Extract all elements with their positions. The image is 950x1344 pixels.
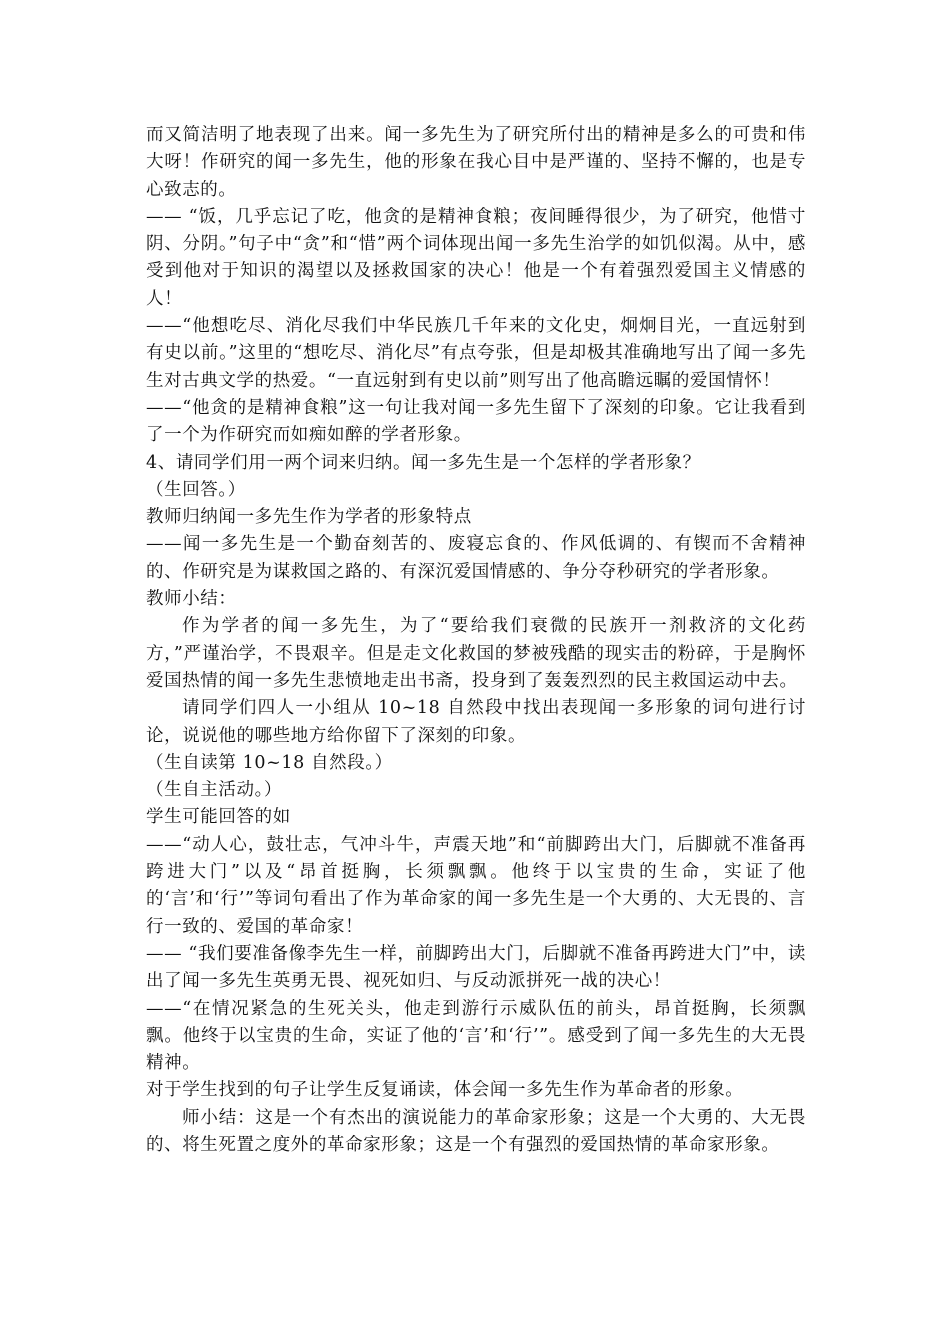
paragraph: ——闻一多先生是一个勤奋刻苦的、废寝忘食的、作风低调的、有锲而不舍精神的、作研究是为谋救国之路的、有深沉爱国情感的、争分夺秒研究的学者形象。: [146, 534, 806, 582]
student-response-note: （生回答。）: [146, 479, 246, 500]
paragraph: 请同学们四人一小组从 10~18 自然段中找出表现闻一多形象的词句进行讨论，说说他的哪些地方给你留下了深刻的印象。: [146, 698, 806, 746]
student-response-note: （生自读第 10~18 自然段。）: [146, 752, 393, 773]
section-heading: 教师归纳闻一多先生作为学者的形象特点: [146, 507, 472, 528]
document-page: [146, 122, 806, 1159]
paragraph: ——“他想吃尽、消化尽我们中华民族几千年来的文化史，炯炯目光，一直远射到有史以前。”这里的“想吃尽、消化尽”有点夸张，但是却极其准确地写出了闻一多先生对古典文学的热爱。“一直远射到有史以前”则写出了他高瞻远瞩的爱国情怀！: [146, 316, 806, 391]
paragraph: 对于学生找到的句子让学生反复诵读，体会闻一多先生作为革命者的形象。: [146, 1080, 744, 1101]
paragraph: —— “我们要准备像李先生一样，前脚跨出大门，后脚就不准备再跨进大门”中，读出了闻一多先生英勇无畏、视死如归、与反动派拼死一战的决心！: [146, 943, 806, 992]
student-response-note: （生自主活动。）: [146, 780, 283, 801]
question-item: 4、请同学们用一两个词来归纳。闻一多先生是一个怎样的学者形象？: [146, 452, 701, 473]
paragraph: 作为学者的闻一多先生，为了“要给我们衰微的民族开一剂救济的文化药方，”严谨治学，不畏艰辛。但是走文化救国的梦被残酷的现实击的粉碎，于是胸怀爱国热情的闻一多先生悲愤地走出书斋，投身到了轰轰烈烈的民主救国运动中去。: [146, 616, 806, 691]
paragraph: 师小结：这是一个有杰出的演说能力的革命家形象；这是一个大勇的、大无畏的、将生死置之度外的革命家形象；这是一个有强烈的爱国热情的革命家形象。: [146, 1107, 806, 1155]
paragraph: ——“他贪的是精神食粮”这一句让我对闻一多先生留下了深刻的印象。它让我看到了一个为作研究而如痴如醉的学者形象。: [146, 397, 806, 446]
paragraph: ——“动人心，鼓壮志，气冲斗牛，声震天地”和“前脚跨出大门，后脚就不准备再跨进大门”以及“昂首挺胸，长须飘飘。他终于以宝贵的生命，实证了他的‘言’和‘行’”等词句看出了作为革命家的闻一多先生是一个大勇的、大无畏的、言行一致的、爱国的革命家！: [146, 834, 806, 937]
section-heading: 学生可能回答的如: [146, 807, 291, 828]
paragraph: ——“在情况紧急的生死关头，他走到游行示威队伍的前头，昂首挺胸，长须飘飘。他终于以宝贵的生命，实证了他的‘言’和‘行’”。感受到了闻一多先生的大无畏精神。: [146, 998, 806, 1074]
section-heading: 教师小结：: [146, 589, 237, 610]
paragraph: 而又简洁明了地表现了出来。闻一多先生为了研究所付出的精神是多么的可贵和伟大呀！作研究的闻一多先生，他的形象在我心目中是严谨的、坚持不懈的，也是专心致志的。: [146, 125, 806, 200]
paragraph: —— “饭，几乎忘记了吃，他贪的是精神食粮；夜间睡得很少，为了研究，他惜寸阴、分阴。”句子中“贪”和“惜”两个词体现出闻一多先生治学的如饥似渴。从中，感受到他对于知识的渴望以及拯救国家的决心！他是一个有着强烈爱国主义情感的人！: [146, 206, 806, 309]
